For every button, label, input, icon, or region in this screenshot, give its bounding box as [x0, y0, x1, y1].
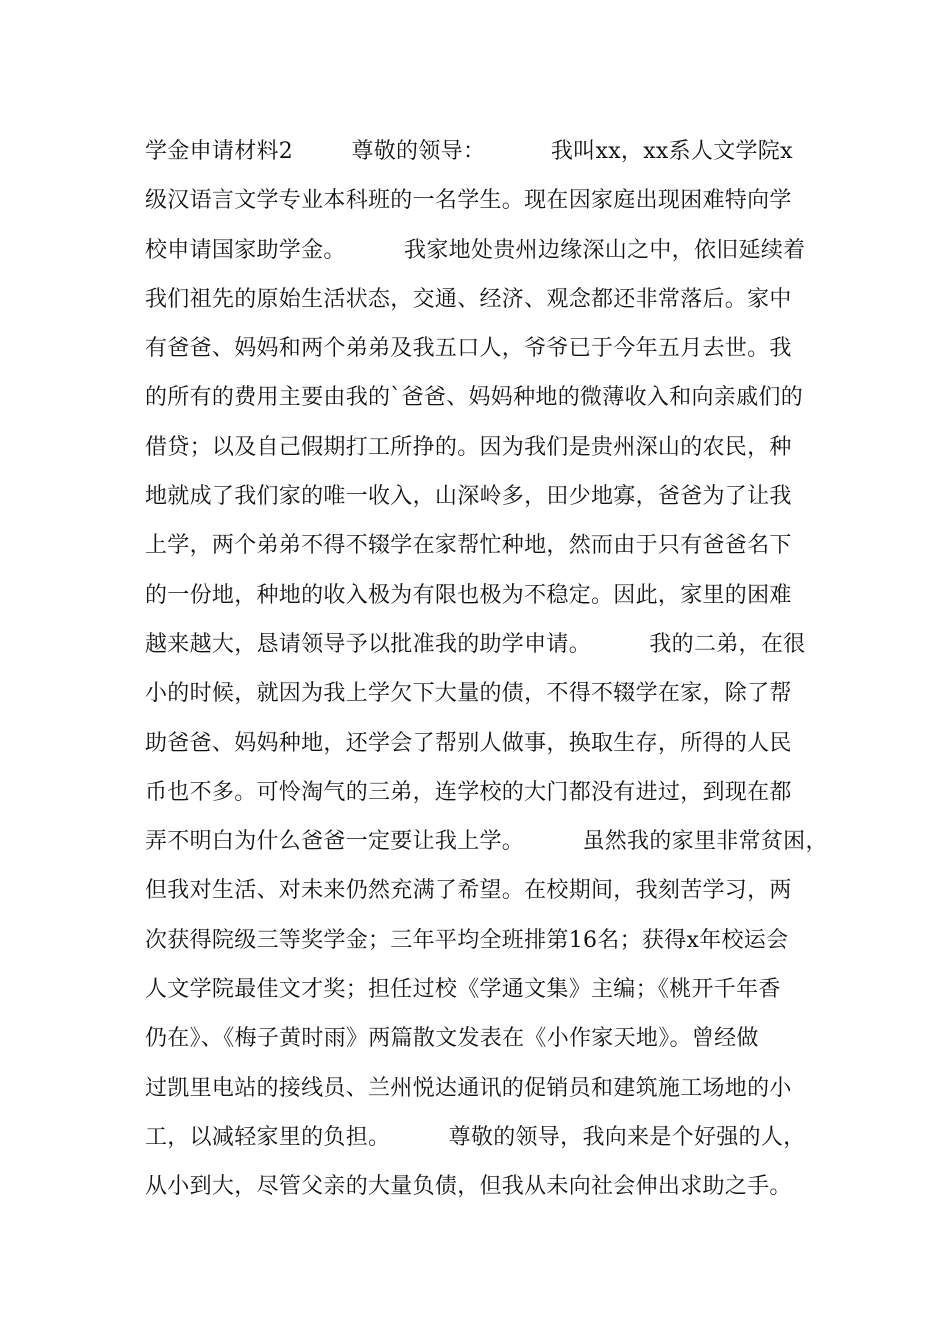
- text-line: 我们祖先的原始生活状态，交通、经济、观念都还非常落后。家中: [145, 286, 792, 312]
- text-line: 级汉语言文学专业本科班的一名学生。现在因家庭出现困难特向学: [145, 188, 792, 214]
- text-line: 过凯里电站的接线员、兰州悦达通讯的促销员和建筑施工场地的小: [145, 1075, 792, 1101]
- text-line: 学金申请材料2 尊敬的领导： 我叫xx，xx系人文学院x: [145, 139, 793, 164]
- text-line: 有爸爸、妈妈和两个弟弟及我五口人，爷爷已于今年五月去世。我: [145, 336, 792, 362]
- text-line: 助爸爸、妈妈种地，还学会了帮别人做事，换取生存，所得的人民: [145, 730, 792, 756]
- body-text: [145, 127, 828, 1212]
- text-line: 仍在》、《梅子黄时雨》两篇散文发表在《小作家天地》。曾经做: [145, 1026, 759, 1052]
- text-line: 校申请国家助学金。 我家地处贵州边缘深山之中，依旧延续着: [145, 237, 806, 263]
- text-line: 次获得院级三等奖学金；三年平均全班排第16名；获得x年校运会: [145, 927, 789, 953]
- text-line: 小的时候，就因为我上学欠下大量的债，不得不辍学在家，除了帮: [145, 681, 792, 707]
- text-line: 币也不多。可怜淘气的三弟，连学校的大门都没有进过，到现在都: [145, 779, 792, 805]
- text-line: 从小到大，尽管父亲的大量负债，但我从未向社会伸出求助之手。: [145, 1174, 792, 1200]
- text-line: 但我对生活、对未来仍然充满了希望。在校期间，我刻苦学习，两: [145, 878, 792, 904]
- text-line: 弄不明白为什么爸爸一定要让我上学。 虽然我的家里非常贫困，: [145, 829, 828, 855]
- text-line: 工，以减轻家里的负担。 尊敬的领导，我向来是个好强的人，: [145, 1124, 806, 1150]
- text-line: 越来越大，恳请领导予以批准我的助学申请。 我的二弟，在很: [145, 631, 806, 657]
- text-line: 借贷；以及自己假期打工所挣的。因为我们是贵州深山的农民，种: [145, 434, 792, 460]
- text-line: 的所有的费用主要由我的`爸爸、妈妈种地的微薄收入和向亲戚们的: [145, 385, 804, 411]
- text-line: 人文学院最佳文才奖；担任过校《学通文集》主编；《桃开千年香: [145, 977, 781, 1003]
- text-line: 上学，两个弟弟不得不辍学在家帮忙种地，然而由于只有爸爸名下: [145, 533, 792, 559]
- text-line: 地就成了我们家的唯一收入，山深岭多，田少地寡，爸爸为了让我: [145, 484, 792, 510]
- text-line: 的一份地，种地的收入极为有限也极为不稳定。因此，家里的困难: [145, 582, 792, 608]
